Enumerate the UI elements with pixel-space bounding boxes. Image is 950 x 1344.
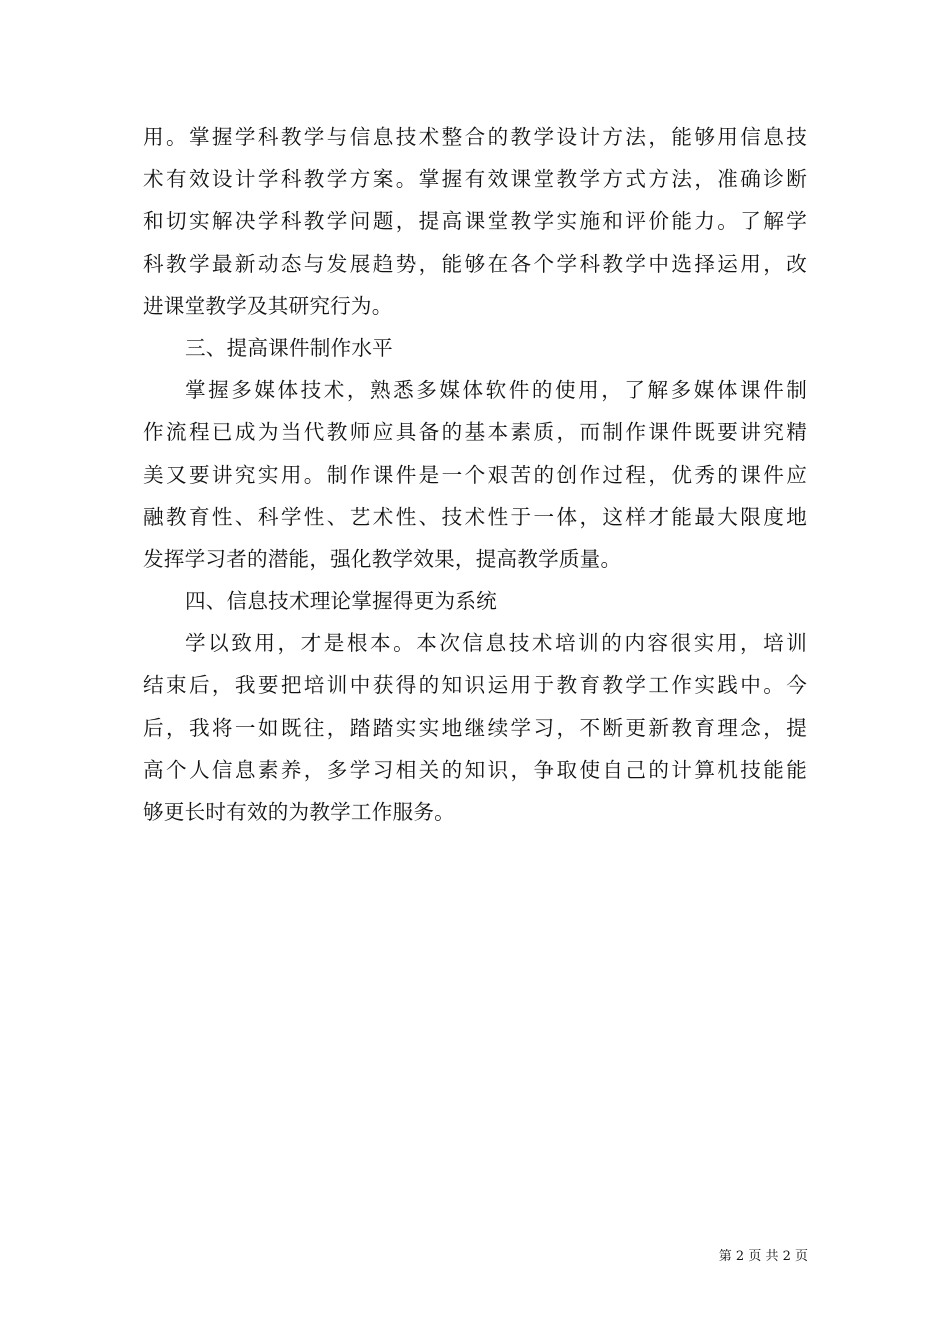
text-line: 融教育性、科学性、艺术性、技术性于一体，这样才能最大限度地 [143, 504, 807, 529]
text-line: 美又要讲究实用。制作课件是一个艰苦的创作过程，优秀的课件应 [143, 462, 807, 487]
text-line: 进课堂教学及其研究行为。 [143, 293, 393, 318]
text-line: 高个人信息素养，多学习相关的知识，争取使自己的计算机技能能 [143, 757, 807, 782]
document-body [143, 116, 807, 833]
section-heading: 三、提高课件制作水平 [185, 335, 393, 360]
text-line: 学以致用，才是根本。本次信息技术培训的内容很实用，培训 [185, 631, 807, 656]
text-line: 术有效设计学科教学方案。掌握有效课堂教学方式方法，准确诊断 [143, 167, 807, 192]
text-line: 结束后，我要把培训中获得的知识运用于教育教学工作实践中。今 [143, 673, 807, 698]
text-line: 掌握多媒体技术，熟悉多媒体软件的使用，了解多媒体课件制 [185, 378, 807, 403]
text-line: 后，我将一如既往，踏踏实实地继续学习，不断更新教育理念，提 [143, 715, 807, 740]
text-line: 够更长时有效的为教学工作服务。 [143, 800, 455, 824]
section-heading: 四、信息技术理论掌握得更为系统 [185, 589, 497, 614]
text-line: 科教学最新动态与发展趋势，能够在各个学科教学中选择运用，改 [143, 251, 807, 276]
page-number-footer: 第 2 页 共 2 页 [718, 1249, 808, 1264]
text-line: 用。掌握学科教学与信息技术整合的教学设计方法，能够用信息技 [143, 125, 807, 149]
text-line: 作流程已成为当代教师应具备的基本素质，而制作课件既要讲究精 [143, 420, 807, 445]
text-line: 和切实解决学科教学问题，提高课堂教学实施和评价能力。了解学 [143, 209, 807, 234]
text-line: 发挥学习者的潜能，强化教学效果，提高教学质量。 [143, 546, 622, 571]
